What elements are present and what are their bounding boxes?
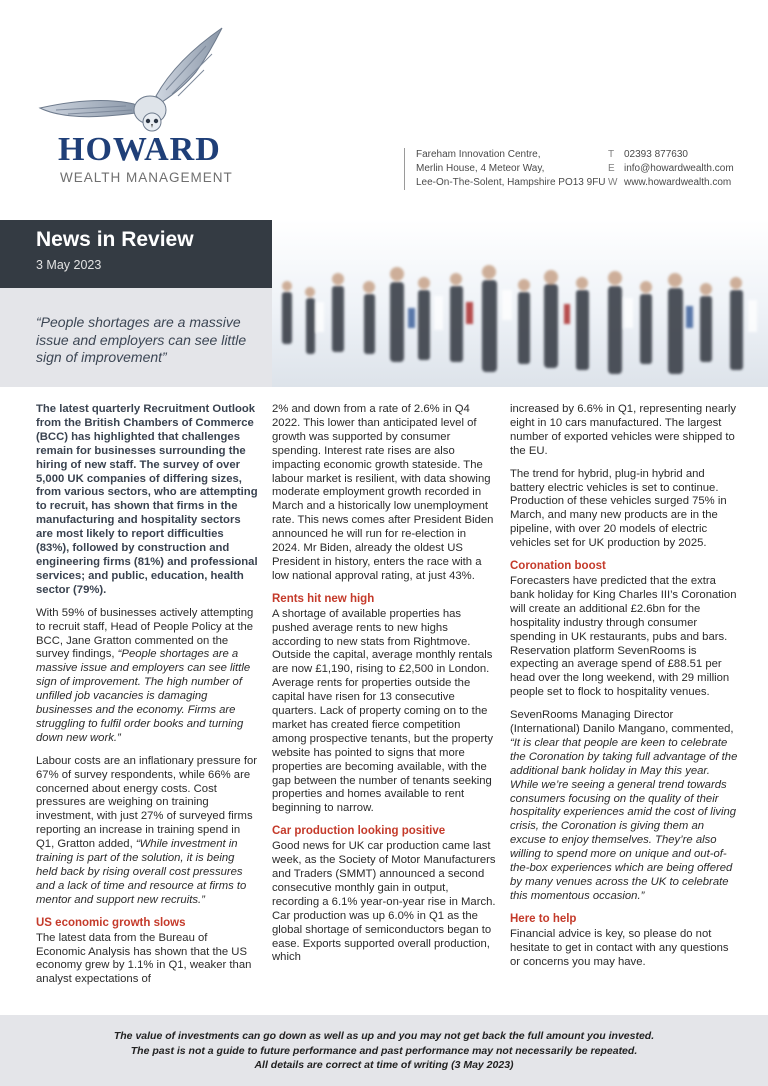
paragraph-text: SevenRooms Managing Director (International) Danilo Mangano, commented, (510, 709, 734, 736)
section-heading-rents: Rents hit new high (272, 592, 375, 605)
contact-email (608, 162, 734, 176)
crowd-illustration (272, 220, 768, 387)
paragraph (36, 607, 258, 746)
owl-icon (36, 24, 226, 134)
paragraph: 2% and down from a rate of 2.6% in Q4 2022. This lower than anticipated level of growth was supported by consumer spending. Interest rate rises are also impacting economic growth stateside. The labour market is resilient, with data showing moderate employment growth recorded in March and a historically low unemployment rate. This news comes after President Biden announced he will run for re-election in 2024. Mr Biden, already the oldest US President in history, enters the race with a low national approval rating, at just 43%. (272, 403, 494, 582)
quote-text: “People shortages are a massive issue and employers can see little sign of improvement. The high number of unfilled job vacancies is damaging businesses and the economy. Firms are struggling to fulfil order books and turning down new work.” (36, 648, 251, 744)
pull-quote-panel (0, 288, 272, 387)
article-column-3 (510, 403, 738, 978)
header-photo-crowd (272, 220, 768, 387)
disclaimer-footer (0, 1015, 768, 1086)
company-logo (36, 24, 236, 194)
paragraph: The latest data from the Bureau of Economic Analysis has shown that the US economy grew by 1.1% in Q1, weaker than analyst expectations of (36, 931, 252, 986)
disclaimer-line: All details are correct at time of writing (3 May 2023) (254, 1059, 514, 1071)
contact-key: T (608, 149, 615, 160)
paragraph (510, 709, 738, 904)
pull-quote: “People shortages are a massive issue and employers can see little sign of improvement” (36, 314, 247, 365)
article-column-2 (272, 403, 497, 974)
website-link[interactable]: www.howardwealth.com (624, 177, 732, 188)
address-line: Merlin House, 4 Meteor Way, (416, 163, 545, 174)
section-heading-help: Here to help (510, 912, 577, 925)
contact-website (608, 176, 734, 190)
email-link[interactable]: info@howardwealth.com (624, 163, 734, 174)
phone-number[interactable]: 02393 877630 (624, 149, 688, 160)
section-heading-us: US economic growth slows (36, 916, 186, 929)
section-heading-car: Car production looking positive (272, 825, 446, 838)
section-heading-coronation: Coronation boost (510, 560, 606, 573)
paragraph: Forecasters have predicted that the extra bank holiday for King Charles III’s Coronation will create an additional £2.6bn for the hospitality industry through consumer spending in UK restaurants, pubs and bars. Reservation platform SevenRooms is expecting an average spend of £88.51 per head over the long weekend, with 29 million people set to flock to hospitality venues. (510, 574, 737, 699)
contact-phone (608, 148, 734, 162)
disclaimer-line: The past is not a guide to future performance and past performance may not necessarily be repeated. (130, 1044, 638, 1057)
contact-key: W (608, 177, 618, 188)
paragraph-text: Labour costs are an inflationary pressure for 67% of survey respondents, while 66% are concerned about energy costs. Cost pressures are weighing on training investment, with just 27% of surveyed firms reporting an increase in training spend in Q1, Gratton added, (36, 754, 258, 851)
issue-date: 3 May 2023 (36, 258, 102, 272)
brand-name: HOWARD (58, 131, 221, 168)
paragraph: Financial advice is key, so please do not hesitate to get in contact with any questions or concerns you may have. (510, 927, 729, 968)
address-line: Fareham Innovation Centre, (416, 149, 541, 160)
article-column-1 (36, 403, 258, 996)
lead-paragraph: The latest quarterly Recruitment Outlook from the British Chambers of Commerce (BCC) has highlighted that challenges remain for businesses surrounding the hiring of new staff. The survey of over 5,000 UK companies of differing sizes, from various sectors, who are attempting to recruit, has shown that firms in the manufacturing and hospitality sectors are most likely to report difficulties (83%), followed by construction and engineering firms (81%) and professional services; and public, education, health sector (79%). (36, 403, 258, 596)
paragraph: Good news for UK car production came last week, as the Society of Motor Manufacturers and Traders (SMMT) announced a second consecutive monthly gain in output, recording a 6.1% year-on-year rise in March. Car production was up 6.0% in Q1 as the global shortage of semiconductors began to ease. Exports supported overall production, which (272, 840, 496, 964)
brand-subtitle: WEALTH MANAGEMENT (60, 170, 233, 185)
paragraph-text: With 59% of businesses actively attempting to recruit staff, Head of People Policy at the BCC, Jane Gratton commented on the survey findings, (36, 606, 254, 661)
quote-text: “While investment in training is part of the solution, it is being held back by rising overall cost pressures and a lack of time and resource at firms to mentor and support new recruits.” (36, 838, 247, 906)
title-panel (0, 220, 272, 288)
paragraph (36, 755, 258, 908)
disclaimer-line: The value of investments can go down as well as up and you may not get back the full amount you invested. (113, 1030, 655, 1042)
quote-text: “It is clear that people are keen to celebrate the Coronation by taking full advantage of the additional bank holiday in May this year. While we’re seeing a general trend towards consumers focusing on the quality of their hospitality experiences amid the cost of living crisis, the Coronation is giving them an excuse to enjoy themselves. They’re also willing to spend more on unique and out-of-the-box experiences which are being offered by many venues across the UK to celebrate this momentous occasion.” (510, 736, 738, 902)
paragraph: increased by 6.6% in Q1, representing nearly eight in 10 cars manufactured. The largest number of exported vehicles were shipped to the EU. (510, 403, 737, 457)
page-title: News in Review (36, 228, 194, 251)
paragraph: The trend for hybrid, plug-in hybrid and battery electric vehicles is set to continue. Production of these vehicles surged 75% in March, and many new products are in the pipeline, with over 20 models of electric vehicles set for UK production by 2025. (510, 467, 727, 550)
address-block (404, 148, 606, 190)
address-line: Lee-On-The-Solent, Hampshire PO13 9FU (416, 177, 606, 188)
paragraph: A shortage of available properties has pushed average rents to new highs according to new stats from Rightmove. Outside the capital, average monthly rentals are now £1,190, rising to £2,500 in London. Average rents for properties outside the capital have risen for 13 consecutive quarters. Lack of property coming on to the market has created fierce competition among prospective tenants, but the property website has pointed to signs that more properties are becoming available, with the gap between the number of tenants seeking properties and homes available to rent beginning to narrow. (272, 607, 494, 815)
contact-key: E (608, 163, 615, 174)
contact-block (608, 148, 734, 190)
